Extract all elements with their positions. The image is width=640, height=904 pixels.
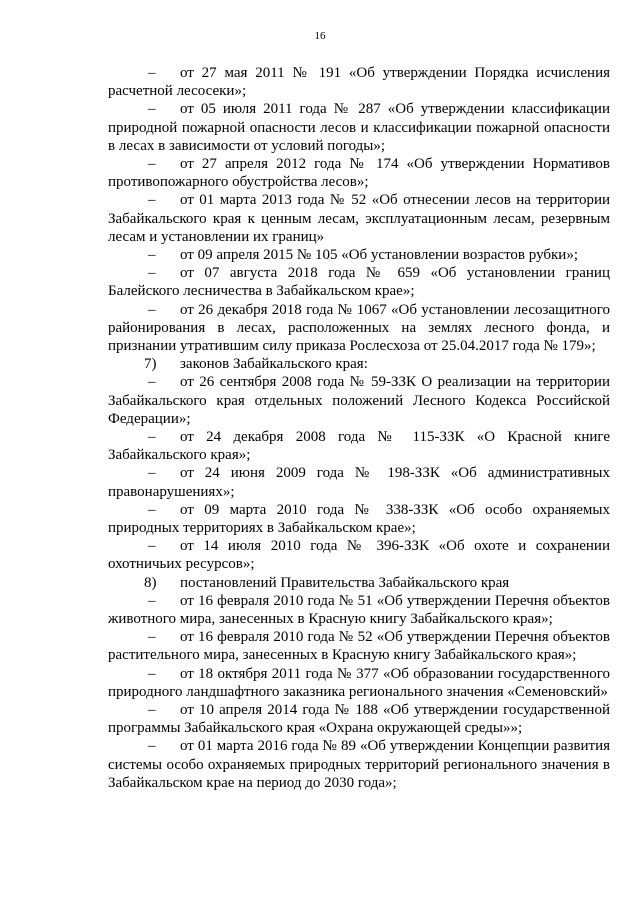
list-dash: –	[148, 192, 156, 209]
list-item	[108, 665, 610, 701]
list-item	[108, 537, 610, 573]
list-item	[108, 737, 610, 792]
list-dash: –	[148, 156, 156, 173]
list-item	[108, 100, 610, 155]
list-dash: –	[148, 465, 156, 482]
section-title: постановлений Правительства Забайкальского края	[180, 574, 510, 591]
list-item	[108, 191, 610, 246]
list-dash: –	[148, 301, 156, 318]
list-item-text: от 27 апреля 2012 года № 174 «Об утверждении Нормативов противопожарного обустройства лесов»;	[108, 156, 610, 191]
list-dash: –	[148, 629, 156, 646]
list-dash: –	[148, 247, 156, 264]
list-item-text: от 14 июля 2010 года № 396-ЗЗК «Об охоте и сохранении охотничьих ресурсов»;	[108, 538, 610, 573]
list-item-text: от 01 марта 2016 года № 89 «Об утверждении Концепции развития системы особо охраняемых природных территорий регионального значения в Забайкальском крае на период до 2030 года»;	[108, 738, 610, 791]
list-item-text: от 09 марта 2010 года № 338-ЗЗК «Об особо охраняемых природных территориях в Забайкальском крае»;	[108, 501, 610, 537]
list-dash: –	[148, 592, 156, 609]
list-dash: –	[148, 101, 156, 118]
section-title: законов Забайкальского края:	[180, 356, 368, 373]
list-item	[108, 373, 610, 428]
list-item-text: от 10 апреля 2014 года № 188 «Об утверждении государственной программы Забайкальского края «Охрана окружающей среды»»;	[108, 702, 610, 737]
list-item	[108, 155, 610, 191]
list-item	[108, 301, 610, 356]
list-item	[108, 246, 610, 264]
list-item	[108, 628, 610, 664]
page-number: 16	[314, 30, 326, 42]
list-item	[108, 264, 610, 300]
list-item-text: от 07 августа 2018 года № 659 «Об установлении границ Балейского лесничества в Забайкальском крае»;	[108, 265, 610, 300]
list-dash: –	[148, 738, 156, 755]
list-dash: –	[148, 702, 156, 719]
section-number: 7)	[144, 356, 157, 373]
list-item-text: от 24 июня 2009 года № 198-ЗЗК «Об административных правонарушениях»;	[108, 465, 610, 500]
list-item-text: от 26 сентября 2008 года № 59-ЗЗК О реализации на территории Забайкальского края отдельных положений Лесного Кодекса Российской Федерации»;	[108, 374, 610, 427]
list-dash: –	[148, 665, 156, 682]
list-item	[108, 464, 610, 500]
list-item-text: от 26 декабря 2018 года № 1067 «Об установлении лесозащитного районирования в лесах, расположенных на землях лесного фонда, и признании утратившим силу приказа Рослесхоза от 25.04.2017 года № 179»;	[108, 301, 610, 355]
list-dash: –	[148, 265, 156, 282]
list-item-text: от 09 апреля 2015 № 105 «Об установлении возрастов рубки»;	[180, 247, 578, 264]
list-item	[108, 701, 610, 737]
list-dash: –	[148, 65, 156, 81]
section-number: 8)	[144, 574, 157, 591]
document-body	[108, 64, 610, 792]
section-heading	[108, 574, 610, 592]
list-item-text: от 01 марта 2013 года № 52 «Об отнесении лесов на территории Забайкальского края к ценным лесам, эксплуатационным лесам, резервным лесам и установлении их границ»	[108, 192, 610, 245]
list-item-text: от 05 июля 2011 года № 287 «Об утверждении классификации природной пожарной опасности лесов и классификации пожарной опасности в лесах в зависимости от условий погоды»;	[108, 101, 610, 154]
list-dash: –	[148, 501, 156, 518]
list-item	[108, 501, 610, 537]
list-item	[108, 428, 610, 464]
list-item-text: от 16 февраля 2010 года № 52 «Об утверждении Перечня объектов растительного мира, занесенных в Красную книгу Забайкальского края»;	[108, 629, 610, 664]
list-item	[108, 64, 610, 100]
list-item-text: от 24 декабря 2008 года № 115-ЗЗК «О Красной книге Забайкальского края»;	[108, 429, 610, 464]
list-dash: –	[148, 374, 156, 391]
list-dash: –	[148, 429, 156, 446]
section-heading	[108, 355, 610, 373]
list-item-text: от 18 октября 2011 года № 377 «Об образовании государственного природного ландшафтного заказника регионального значения «Семеновский»	[108, 665, 610, 700]
list-dash: –	[148, 538, 156, 555]
list-item-text: от 27 мая 2011 № 191 «Об утверждении Порядка исчисления расчетной лесосеки»;	[108, 65, 610, 100]
list-item-text: от 16 февраля 2010 года № 51 «Об утверждении Перечня объектов животного мира, занесенных в Красную книгу Забайкальского края»;	[108, 592, 610, 628]
list-item	[108, 592, 610, 628]
